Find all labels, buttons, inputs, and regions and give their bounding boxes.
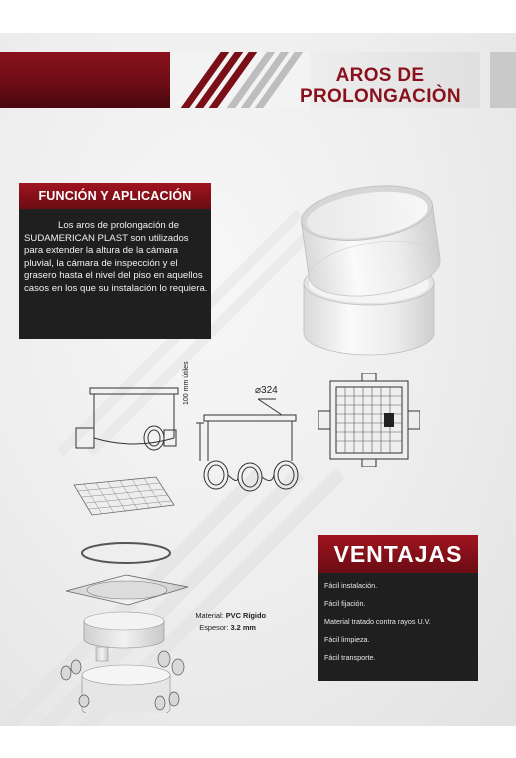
height-util-label: 100 mm útiles	[183, 361, 190, 405]
ring-front-view-drawing	[196, 393, 306, 493]
thickness-spec	[170, 623, 256, 632]
material-spec	[170, 611, 266, 620]
advantage-item: Fácil transporte.	[324, 653, 376, 662]
thickness-value: 3.2 mm	[230, 623, 256, 632]
advantage-item: Material tratado contra rayos U.V.	[324, 617, 431, 626]
advantage-item: Fácil limpieza.	[324, 635, 370, 644]
diameter-label: ⌀324	[255, 385, 278, 396]
advantages-heading: VENTAJAS	[318, 535, 478, 573]
page-title	[300, 65, 460, 107]
chamber-side-view-drawing	[74, 378, 186, 474]
brochure-page	[0, 33, 516, 726]
header-red-banner	[0, 52, 196, 108]
advantage-item: Fácil fijación.	[324, 599, 366, 608]
grate-piece	[74, 477, 174, 515]
header-stripes-decoration	[170, 45, 310, 117]
material-label: Material:	[195, 611, 224, 620]
function-heading: FUNCIÓN Y APLICACIÓN	[19, 183, 211, 209]
function-body: Los aros de prolongación de SUDAMERICAN PLAST son utilizados para extender la altura de la cámara pluvial, la cámara de inspección y el grasero hasta el nivel del piso en aquellos casos en los que su instalación lo requiera.	[24, 220, 208, 294]
grate-top-view-drawing	[318, 373, 420, 467]
advantage-item: Fácil instalación.	[324, 581, 378, 590]
diameter-value: 324	[261, 385, 278, 396]
title-line-2: PROLONGACIÒN	[300, 86, 461, 107]
header-gray-side-block	[480, 52, 516, 108]
exploded-assembly-drawing	[56, 463, 196, 713]
function-body-wrap	[24, 220, 208, 296]
advantages-list	[324, 581, 474, 671]
material-value: PVC Rígido	[225, 611, 266, 620]
title-line-1: AROS DE	[335, 65, 425, 86]
extension-ring-image	[296, 165, 444, 365]
thickness-label: Espesor:	[199, 623, 229, 632]
